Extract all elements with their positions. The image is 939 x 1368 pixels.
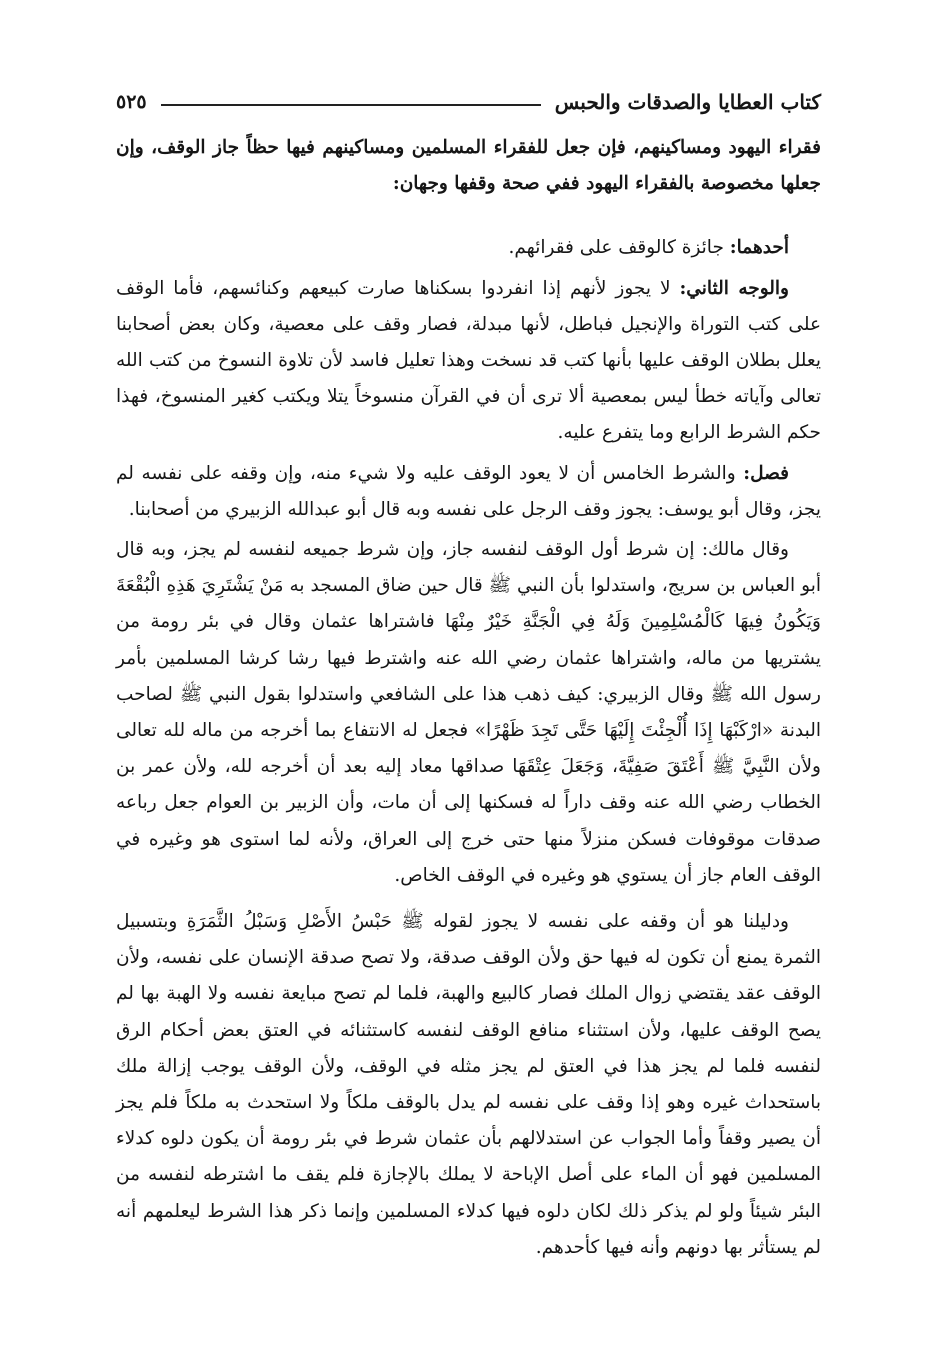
- paragraph-text: وقال مالك: إن شرط أول الوقف لنفسه جاز، وإن شرط جميعه لنفسه لم يجز، وبه قال أبو العباس بن سريج، واستدلوا بأن النبي ﷺ قال حين ضاق المسجد به مَنْ يَشْتَرِيَ هَذِهِ الْبُقْعَةَ وَيَكُونُ فِيهَا كَالْمُسْلِمِينَ وَلَهُ فِي الْجَنَّةِ خَيْرٌ مِنْهَا فاشتراها عثمان وقال في بئر رومة من يشتريها من ماله، واشتراها عثمان رضي الله عنه واشترط فيها رشا كرشا المسلمين بأمر رسول الله ﷺ وقال الزبيري: كيف ذهب هذا على الشافعي واستدلوا بقول النبي ﷺ لصاحب البدنة «ارْكَبْهَا إِذَا أُلْجِئْتَ إِلَيْهَا حَتَّى تَجِدَ ظَهْرًا» فجعل له الانتفاع بما أخرجه من ماله لله تعالى ولأن النَّبِيَّ ﷺ أَعْتَقَ صَفِيَّةَ، وَجَعَلَ عِتْقَهَا صداقها معاد إليه بعد أن أخرجه لله، ولأن عمر بن الخطاب رضي الله عنه وقف داراً له فسكنها إلى أن مات، وأن الزبير بن العوام جعل رباعه صدقات موقوفات فسكن منزلاً منها حتى خرج إلى العراق، ولأنه لما استوى هو وغيره في الوقف العام جاز أن يستوي هو وغيره في الوقف الخاص.: [116, 539, 821, 886]
- paragraph: [116, 456, 821, 528]
- running-header-title: كتاب العطايا والصدقات والحبس: [554, 90, 821, 114]
- header-rule: [161, 104, 541, 106]
- paragraph-text: جائزة كالوقف على فقرائهم.: [508, 237, 724, 259]
- paragraph-text: لا يجوز لأنهم إذا انفردوا بسكناها صارت كبيعهم وكنائسهم، فأما الوقف على كتب التوراة والإنجيل فباطل، لأنها مبدلة، فصار وقف على معصية، وكان بعض أصحابنا يعلل بطلان الوقف عليها بأنها كتب قد نسخت وهذا تعليل فاسد لأن تلاوة النسوخ من كتب الله تعالى وآياته خطأ ليس بمعصية ألا ترى أن في القرآن منسوخاً يتلا ويكتب كغير المنسوخ، فهذا حكم الشرط الرابع وما يتفرع عليه.: [116, 277, 821, 444]
- paragraph-lead: فصل:: [743, 462, 789, 484]
- paragraph: [116, 532, 821, 894]
- paragraph-lead: والوجه الثاني:: [679, 277, 789, 299]
- running-header: [116, 84, 821, 120]
- paragraph-text: والشرط الخامس أن لا يعود الوقف عليه ولا شيء منه، وإن وقفه على نفسه لم يجز، وقال أبو يوسف: يجوز وقف الرجل على نفسه وبه قال أبو عبدالله الزبيري من أصحابنا.: [116, 462, 821, 520]
- page-number: ٥٢٥: [116, 91, 147, 113]
- paragraph: [116, 130, 821, 202]
- paragraph: [116, 271, 821, 452]
- paragraph: [116, 230, 821, 266]
- paragraph-lead: أحدهما:: [729, 237, 789, 259]
- paragraph-text: فقراء اليهود ومساكينهم، فإن جعل للفقراء المسلمين ومساكينهم فيها حظاً جاز الوقف، وإن جعلها مخصوصة بالفقراء اليهود ففي صحة وقفها وجهان:: [116, 137, 821, 195]
- paragraph-text: ودليلنا هو أن وقفه على نفسه لا يجوز لقوله ﷺ حَبْسُ الأَصْلِ وَسَبْلُ الثَّمَرَةِ وبتسبيل الثمرة يمنع أن تكون له فيها حق ولأن الوقف صدقة، ولا تصح صدقة الإنسان على نفسه، ولأن الوقف عقد يقتضي زوال الملك فصار كالبيع والهبة، فلما لم تصح مبايعة نفسه ولا الهبة بها لم يصح الوقف عليها، ولأن استثناء منافع الوقف لنفسه كاستثنائه في العتق بعض أحكام الرق لنفسه فلما لم يجز هذا في العتق لم يجز مثله في الوقف، ولأن الوقف يوجب إزالة ملك باستحداث غيره وهو إذا وقف على نفسه لم يدل بالوقف ملكاً ولا استحدث به ملكاً فلم يجز أن يصير وقفاً وأما الجواب عن استدلالهم بأن عثمان شرط في بئر رومة أن يكون دلوه كدلاء المسلمين فهو أن الماء على أصل الإباحة لا يملك بالإجازة فلم يقف ما اشترطه لنفسه من البئر شيئاً ولو لم يذكر ذلك لكان دلوه فيها كدلاء المسلمين وإنما ذكر هذا الشرط ليعلمهم أنه لم يستأثر بها دونهم وأنه فيها كأحدهم.: [116, 911, 821, 1258]
- paragraph: [116, 904, 821, 1266]
- page-body: [116, 130, 821, 1266]
